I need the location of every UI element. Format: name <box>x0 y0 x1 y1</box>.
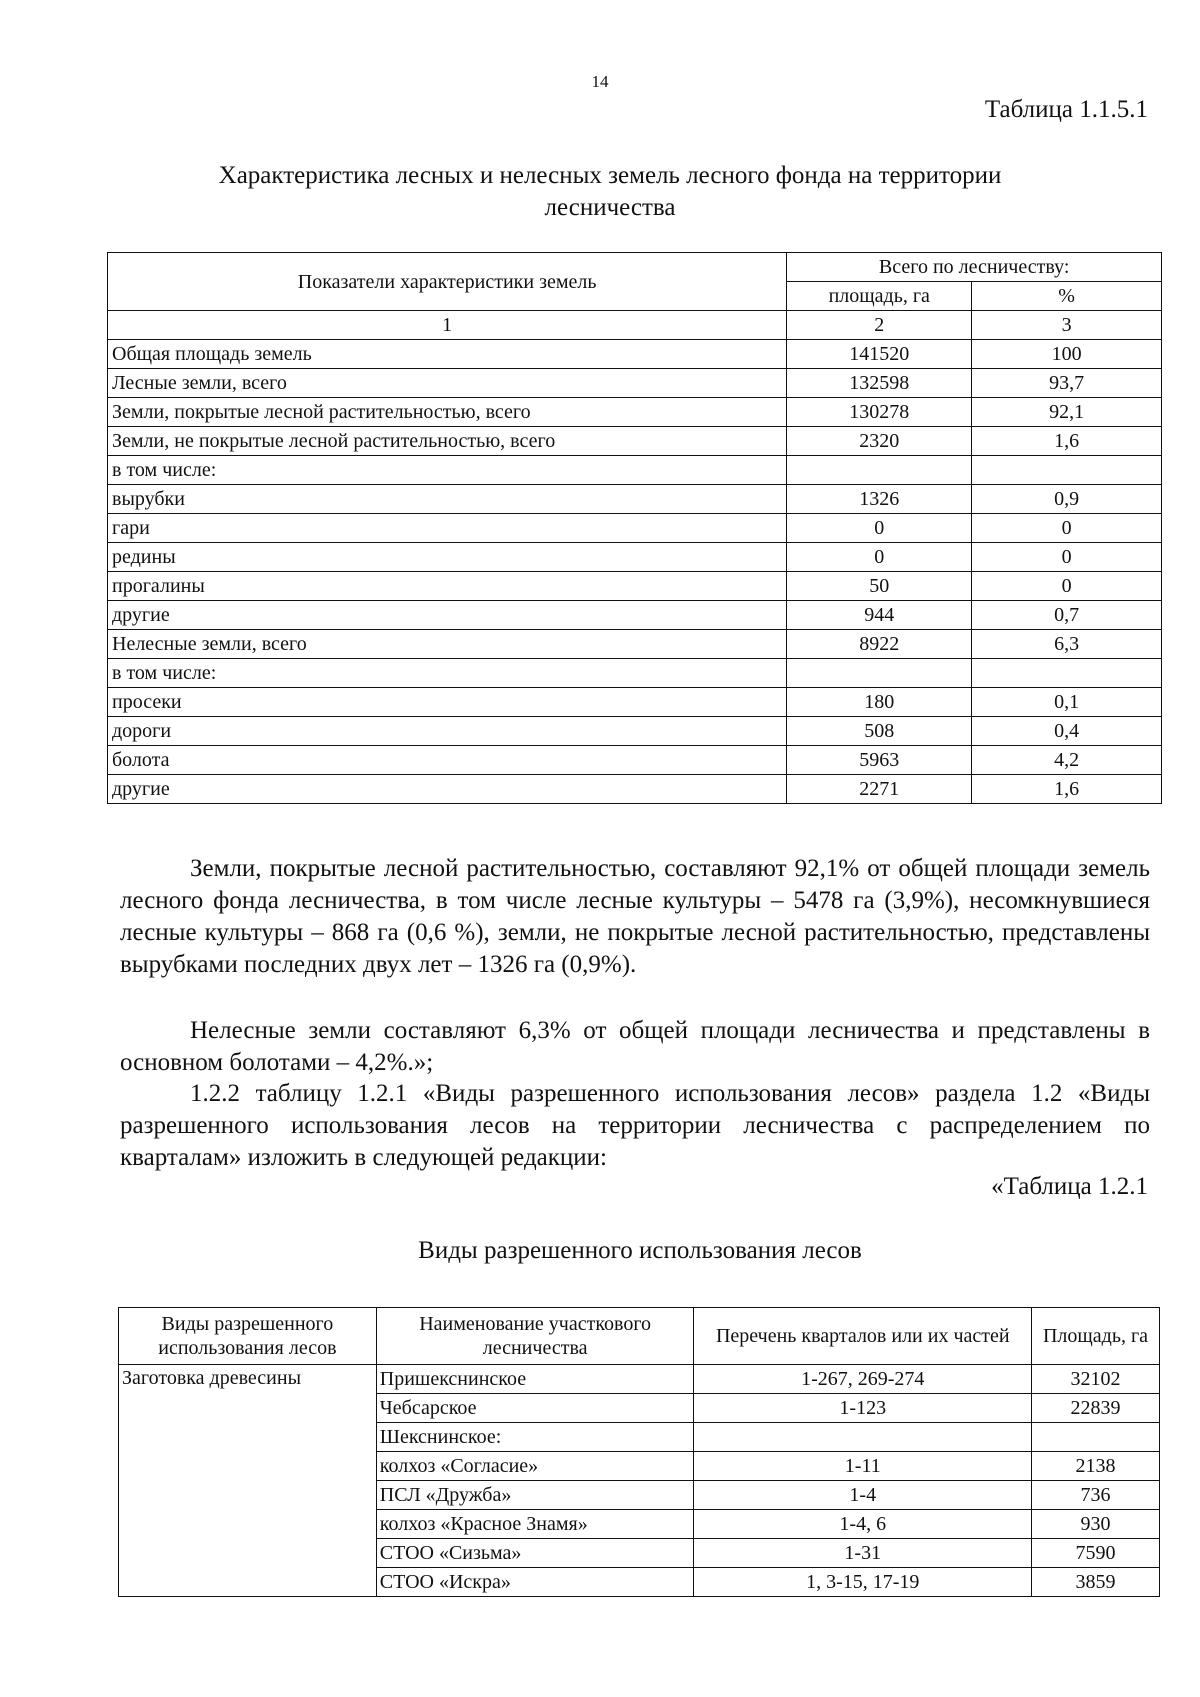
area-value: 736 <box>1032 1481 1160 1510</box>
table-row <box>108 775 1162 804</box>
area-value: 130278 <box>787 398 972 427</box>
row-label: Земли, покрытые лесной растительностью, всего <box>108 398 787 427</box>
forestry-name: колхоз «Красное Знамя» <box>376 1510 694 1539</box>
row-label: редины <box>108 543 787 572</box>
table-header-row <box>119 1308 1160 1365</box>
table-title: Виды разрешенного использования лесов <box>418 1237 862 1264</box>
header-cell: Наименование участкового лесничества <box>376 1308 694 1365</box>
quarters-list: 1-4 <box>694 1481 1032 1510</box>
row-label: другие <box>108 601 787 630</box>
area-value: 944 <box>787 601 972 630</box>
area-value: 1326 <box>787 485 972 514</box>
percent-value <box>972 659 1162 688</box>
table-title: Характеристика лесных и нелесных земель лесного фонда на территории лесничества <box>218 162 1002 221</box>
table-row <box>119 1365 1160 1394</box>
area-value <box>1032 1423 1160 1452</box>
area-value: 3859 <box>1032 1568 1160 1597</box>
area-value: 508 <box>787 717 972 746</box>
header-cell: % <box>972 282 1162 311</box>
table-row <box>108 543 1162 572</box>
paragraph <box>120 1015 1150 1079</box>
forestry-name: колхоз «Согласие» <box>376 1452 694 1481</box>
area-value: 0 <box>787 514 972 543</box>
header-cell: площадь, га <box>787 282 972 311</box>
area-value: 141520 <box>787 340 972 369</box>
percent-value: 0 <box>972 572 1162 601</box>
paragraph <box>120 1078 1150 1174</box>
column-number: 3 <box>972 311 1162 340</box>
quarters-list: 1-31 <box>694 1539 1032 1568</box>
header-cell: Перечень кварталов или их частей <box>694 1308 1032 1365</box>
table-row <box>108 659 1162 688</box>
header-cell: Всего по лесничеству: <box>787 253 1162 282</box>
quarters-list: 1-123 <box>694 1394 1032 1423</box>
forestry-name: Пришекснинское <box>376 1365 694 1394</box>
table-row <box>108 398 1162 427</box>
column-number: 1 <box>108 311 787 340</box>
table-label: Таблица 1.1.5.1 <box>984 96 1148 123</box>
row-label: другие <box>108 775 787 804</box>
page-number: 14 <box>591 72 609 91</box>
area-value: 2320 <box>787 427 972 456</box>
table-row <box>108 485 1162 514</box>
row-label: Земли, не покрытые лесной растительностью, всего <box>108 427 787 456</box>
column-number-row <box>108 311 1162 340</box>
percent-value: 0,7 <box>972 601 1162 630</box>
paragraph-text: Земли, покрытые лесной растительностью, составляют 92,1% от общей площади земель лесного фонда лесничества, в том числе лесные культуры – 5478 га (3,9%), несомкнувшиеся лесные культуры – 868 га (0,6 %), земли, не покрытые лесной растительностью, представлены вырубками последних двух лет – 1326 га (0,9%). <box>120 855 1150 978</box>
paragraph-text: Нелесные земли составляют 6,3% от общей площади лесничества и представлены в основном болотами – 4,2%.»; <box>120 1017 1150 1076</box>
table-row <box>108 369 1162 398</box>
row-label: гари <box>108 514 787 543</box>
row-label: Нелесные земли, всего <box>108 630 787 659</box>
table-row <box>108 717 1162 746</box>
row-label: вырубки <box>108 485 787 514</box>
header-cell: Площадь, га <box>1032 1308 1160 1365</box>
forestry-name: СТОО «Искра» <box>376 1568 694 1597</box>
land-characteristics-table <box>107 252 1162 804</box>
row-label: в том числе: <box>108 456 787 485</box>
table-row <box>108 427 1162 456</box>
area-value: 5963 <box>787 746 972 775</box>
percent-value: 100 <box>972 340 1162 369</box>
percent-value: 1,6 <box>972 775 1162 804</box>
forestry-name: ПСЛ «Дружба» <box>376 1481 694 1510</box>
forestry-name: Чебсарское <box>376 1394 694 1423</box>
area-value: 0 <box>787 543 972 572</box>
permitted-use-table <box>118 1307 1160 1597</box>
header-cell: Виды разрешенного использования лесов <box>119 1308 377 1365</box>
forestry-name: Шекснинское: <box>376 1423 694 1452</box>
area-value: 2138 <box>1032 1452 1160 1481</box>
quarters-list: 1, 3-15, 17-19 <box>694 1568 1032 1597</box>
table-row <box>108 514 1162 543</box>
table-row <box>108 746 1162 775</box>
percent-value: 6,3 <box>972 630 1162 659</box>
percent-value: 1,6 <box>972 427 1162 456</box>
area-value: 8922 <box>787 630 972 659</box>
percent-value: 93,7 <box>972 369 1162 398</box>
table-row <box>108 340 1162 369</box>
table-header-row <box>108 253 1162 282</box>
row-label: Общая площадь земель <box>108 340 787 369</box>
percent-value: 0,4 <box>972 717 1162 746</box>
table-label: «Таблица 1.2.1 <box>991 1173 1148 1200</box>
area-value: 32102 <box>1032 1365 1160 1394</box>
paragraph-text: 1.2.2 таблицу 1.2.1 «Виды разрешенного использования лесов» раздела 1.2 «Виды разрешенного использования лесов на территории лесничества с распределением по кварталам» изложить в следующей редакции: <box>120 1080 1150 1171</box>
table-row <box>108 688 1162 717</box>
row-label: прогалины <box>108 572 787 601</box>
percent-value: 0,1 <box>972 688 1162 717</box>
header-cell: Показатели характеристики земель <box>108 253 787 311</box>
area-value: 50 <box>787 572 972 601</box>
paragraph <box>120 853 1150 981</box>
area-value: 7590 <box>1032 1539 1160 1568</box>
column-number: 2 <box>787 311 972 340</box>
row-label: дороги <box>108 717 787 746</box>
row-label: Лесные земли, всего <box>108 369 787 398</box>
area-value: 2271 <box>787 775 972 804</box>
quarters-list: 1-267, 269-274 <box>694 1365 1032 1394</box>
area-value: 930 <box>1032 1510 1160 1539</box>
row-label: просеки <box>108 688 787 717</box>
percent-value: 0 <box>972 543 1162 572</box>
row-label: в том числе: <box>108 659 787 688</box>
percent-value <box>972 456 1162 485</box>
area-value <box>787 456 972 485</box>
table-row <box>108 630 1162 659</box>
percent-value: 92,1 <box>972 398 1162 427</box>
quarters-list: 1-4, 6 <box>694 1510 1032 1539</box>
row-label: болота <box>108 746 787 775</box>
percent-value: 0 <box>972 514 1162 543</box>
area-value: 132598 <box>787 369 972 398</box>
quarters-list: 1-11 <box>694 1452 1032 1481</box>
area-value: 22839 <box>1032 1394 1160 1423</box>
forestry-name: СТОО «Сизьма» <box>376 1539 694 1568</box>
quarters-list <box>694 1423 1032 1452</box>
percent-value: 0,9 <box>972 485 1162 514</box>
percent-value: 4,2 <box>972 746 1162 775</box>
area-value: 180 <box>787 688 972 717</box>
area-value <box>787 659 972 688</box>
table-row <box>108 572 1162 601</box>
table-row <box>108 456 1162 485</box>
use-type-cell: Заготовка древесины <box>119 1365 377 1597</box>
table-row <box>108 601 1162 630</box>
